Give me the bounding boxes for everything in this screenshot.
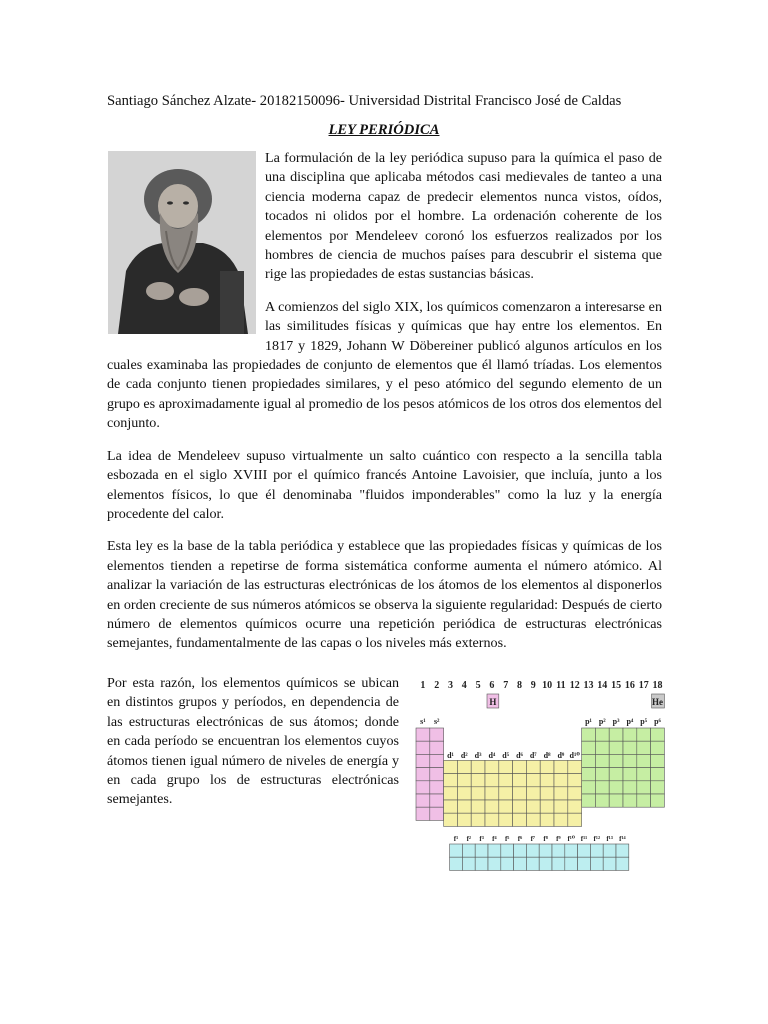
p-block-cell [582,754,596,767]
group-number-6: 6 [489,680,495,691]
f-label-4: f⁴ [492,835,497,843]
group-number-14: 14 [597,680,608,691]
p-block-cell [637,741,651,754]
p-block-cell [623,794,637,807]
group-number-15: 15 [611,680,622,691]
f-block-cell [450,844,463,857]
p-block-cell [637,768,651,781]
p-block-cell [595,741,609,754]
s-block-cell [416,728,430,741]
d-block-cell [554,787,568,800]
f-block-cell [488,857,501,870]
d-label-4: d⁴ [488,751,496,760]
d-label-1: d¹ [447,751,454,760]
p-block-cell [623,728,637,741]
s-block-cell [416,754,430,767]
group-number-11: 11 [556,680,566,691]
f-block-cell [526,844,539,857]
f-block-cell [616,857,629,870]
p-block-cell [582,794,596,807]
f-block-cell [488,844,501,857]
f-block-cell [603,844,616,857]
periodic-table-figure [408,672,670,882]
f-label-14: f¹⁴ [619,835,626,843]
d-block-cell [526,800,540,813]
s-block-cell [416,794,430,807]
group-number-2: 2 [434,680,440,691]
d-block-cell [540,800,554,813]
d-block-cell [457,813,471,826]
f-block-cell [590,857,603,870]
p-block-cell [582,768,596,781]
p-block-cell [637,794,651,807]
group-number-10: 10 [542,680,553,691]
s-block-cell [416,741,430,754]
d-block-cell [457,774,471,787]
group-number-16: 16 [624,680,635,691]
periodic-table-diagram [408,672,670,882]
f-block-cell [578,857,591,870]
p-label-5: p⁵ [640,717,648,726]
f-label-1: f¹ [453,835,459,843]
d-label-8: d⁸ [543,751,551,760]
p-block-cell [651,728,665,741]
f-block-cell [462,844,475,857]
p-block-cell [623,741,637,754]
d-label-7: d⁷ [529,751,537,760]
paragraph-3: La idea de Mendeleev supuso virtualmente un salto cuántico con respecto a la sencilla tabla esbozada en el siglo XVIII por el químico francés Antoine Lavoisier, que incluía, junto a los elementos físicos, lo que él denominaba "fluidos imponderables" como la luz y la energía procedente del calor. [107,447,662,522]
group-number-12: 12 [569,680,580,691]
group-number-17: 17 [638,680,649,691]
p-block-cell [582,741,596,754]
p-block-cell [651,741,665,754]
f-label-8: f⁸ [543,835,548,843]
d-block-cell [444,760,458,773]
s-block-cell [430,741,444,754]
s-block-cell [430,728,444,741]
s-label-1: s¹ [420,717,426,726]
d-label-9: d⁹ [557,751,565,760]
s-block-cell [430,807,444,820]
f-label-2: f² [466,835,472,843]
f-label-13: f¹³ [606,835,613,843]
d-block-cell [568,760,582,773]
group-number-4: 4 [461,680,467,691]
d-block-cell [457,800,471,813]
f-block-cell [539,844,552,857]
f-block-cell [552,844,565,857]
d-block-cell [485,774,499,787]
f-block-cell [526,857,539,870]
group-number-5: 5 [475,680,481,691]
f-label-7: f⁷ [530,835,536,843]
hydrogen-label: H [489,697,497,707]
p-block-cell [637,754,651,767]
p-block-cell [637,781,651,794]
group-number-7: 7 [503,680,509,691]
p-block-cell [609,728,623,741]
f-block-cell [475,857,488,870]
p-block-cell [595,728,609,741]
d-block-cell [444,787,458,800]
d-block-cell [554,760,568,773]
p-block-cell [609,794,623,807]
d-block-cell [568,787,582,800]
p-block-cell [609,781,623,794]
d-block-cell [540,774,554,787]
d-block-cell [513,787,527,800]
d-label-2: d² [460,751,468,760]
d-block-cell [499,800,513,813]
d-block-cell [499,774,513,787]
f-block-cell [603,857,616,870]
d-block-cell [526,813,540,826]
page-title: LEY PERIÓDICA [328,122,440,138]
paragraph-5: Por esta razón, los elementos químicos se ubican en distintos grupos y períodos, en dependencia de las estructuras electrónicas de sus átomos; donde en cada período se encuentran los elementos cuyos átomos tienen igual número de niveles de energía y en cada grupo los de estructuras electrónicas semejantes. [107,675,399,808]
f-block-cell [539,857,552,870]
d-block-cell [499,787,513,800]
d-block-cell [568,813,582,826]
p-block-cell [582,728,596,741]
p-block-cell [651,754,665,767]
p-block-cell [595,754,609,767]
f-block-cell [590,844,603,857]
p-block-cell [623,781,637,794]
f-block-cell [565,844,578,857]
f-block-cell [450,857,463,870]
d-block-cell [554,813,568,826]
p-block-cell [595,768,609,781]
p-block-cell [651,768,665,781]
d-label-6: d⁶ [516,751,523,760]
p-block-cell [595,781,609,794]
f-block-cell [475,844,488,857]
p-block-cell [651,781,665,794]
p-block-cell [609,768,623,781]
group-number-13: 13 [583,680,594,691]
d-block-cell [526,774,540,787]
f-label-11: f¹¹ [580,835,588,843]
f-label-9: f⁹ [556,835,561,843]
d-block-cell [485,813,499,826]
f-label-6: f⁶ [517,835,523,843]
d-label-10: d¹⁰ [569,751,580,760]
p-block-cell [595,794,609,807]
s-block-cell [416,781,430,794]
p-block-cell [637,728,651,741]
d-block-cell [568,800,582,813]
p-label-2: p² [598,717,606,726]
p-block-cell [623,768,637,781]
p-label-6: p⁶ [654,717,661,726]
p-block-cell [623,754,637,767]
f-block-cell [616,844,629,857]
f-block-cell [462,857,475,870]
f-block-cell [501,844,514,857]
d-block-cell [444,800,458,813]
s-block-cell [430,754,444,767]
d-block-cell [526,787,540,800]
portrait-spacer [107,149,265,339]
p-block-cell [609,754,623,767]
d-block-cell [457,787,471,800]
d-block-cell [444,774,458,787]
p-label-3: p³ [612,717,620,726]
f-label-5: f⁵ [504,835,510,843]
d-block-cell [526,760,540,773]
d-block-cell [513,800,527,813]
d-block-cell [540,760,554,773]
article-body [107,149,662,667]
group-number-3: 3 [448,680,453,691]
s-block-cell [430,794,444,807]
d-block-cell [485,787,499,800]
d-block-cell [499,813,513,826]
group-number-8: 8 [517,680,522,691]
paragraph-2: A comienzos del siglo XIX, los químicos comenzaron a interesarse en las similitudes físicas y químicas que hay entre los elementos. En 1817 y 1829, Johann W Döbereiner publicó algunos artículos en los cuales examinaba las propiedades de conjunto de elementos que él llamó tríadas. Los elementos de cada conjunto tienen propiedades similares, y el peso atómico del segundo elemento de un grupo es aproximadamente igual al promedio de los pesos atómicos de los otros dos elementos del conjunto. [107,298,662,432]
d-block-cell [540,787,554,800]
d-block-cell [471,787,485,800]
d-block-cell [499,760,513,773]
d-block-cell [554,774,568,787]
d-block-cell [485,760,499,773]
paragraph-1: La formulación de la ley periódica supuso para la química el paso de una disciplina que aplicaba métodos casi medievales de tanteo a una ciencia moderna capaz de predecir elementos nunca vistos, oídos, tocados ni olidos por el hombre. La ordenación coherente de los elementos por Mendeleev coronó los esfuerzos realizados por los hombres de ciencia de muchos países para descubrir el sistema que rige las propiedades de estas sustancias básicas. [265,150,662,283]
group-number-9: 9 [530,680,536,691]
d-block-cell [554,800,568,813]
f-block-cell [514,844,527,857]
f-label-12: f¹² [593,835,601,843]
p-block-cell [609,741,623,754]
p-block-cell [582,781,596,794]
d-block-cell [471,760,485,773]
f-label-10: f¹⁰ [567,835,575,843]
s-block-cell [430,768,444,781]
f-label-3: f³ [479,835,484,843]
s-block-cell [416,768,430,781]
f-block-cell [552,857,565,870]
group-number-1: 1 [420,680,426,691]
s-label-2: s² [433,717,440,726]
d-block-cell [513,760,527,773]
f-block-cell [578,844,591,857]
s-block-cell [416,807,430,820]
d-label-3: d³ [474,751,482,760]
p-label-1: p¹ [585,717,592,726]
d-block-cell [513,813,527,826]
d-block-cell [471,800,485,813]
p-label-4: p⁴ [626,717,634,726]
d-block-cell [568,774,582,787]
group-number-18: 18 [652,680,663,691]
d-block-cell [444,813,458,826]
paragraph-4: Esta ley es la base de la tabla periódica y establece que las propiedades físicas y químicas de los elementos tienden a repetirse de forma sistemática conforme aumenta el número atómico. Al analizar la variación de las estructuras electrónicas de los átomos de los elementos al disponerlos en orden creciente de sus números atómicos se observa la siguiente regularidad: Después de cierto número de elementos químicos ocurre una repetición periódica de estructuras electrónicas semejantes, fundamentalmente de las capas o los niveles más externos. [107,538,662,652]
f-block-cell [501,857,514,870]
d-block-cell [540,813,554,826]
d-label-5: d⁵ [502,751,510,760]
d-block-cell [513,774,527,787]
s-block-cell [430,781,444,794]
f-block-cell [514,857,527,870]
f-block-cell [565,857,578,870]
d-block-cell [471,813,485,826]
d-block-cell [457,760,471,773]
author-header: Santiago Sánchez Alzate- 20182150096- Universidad Distrital Francisco José de Caldas [107,93,622,109]
p-block-cell [651,794,665,807]
d-block-cell [471,774,485,787]
d-block-cell [485,800,499,813]
helium-label: He [652,697,663,707]
